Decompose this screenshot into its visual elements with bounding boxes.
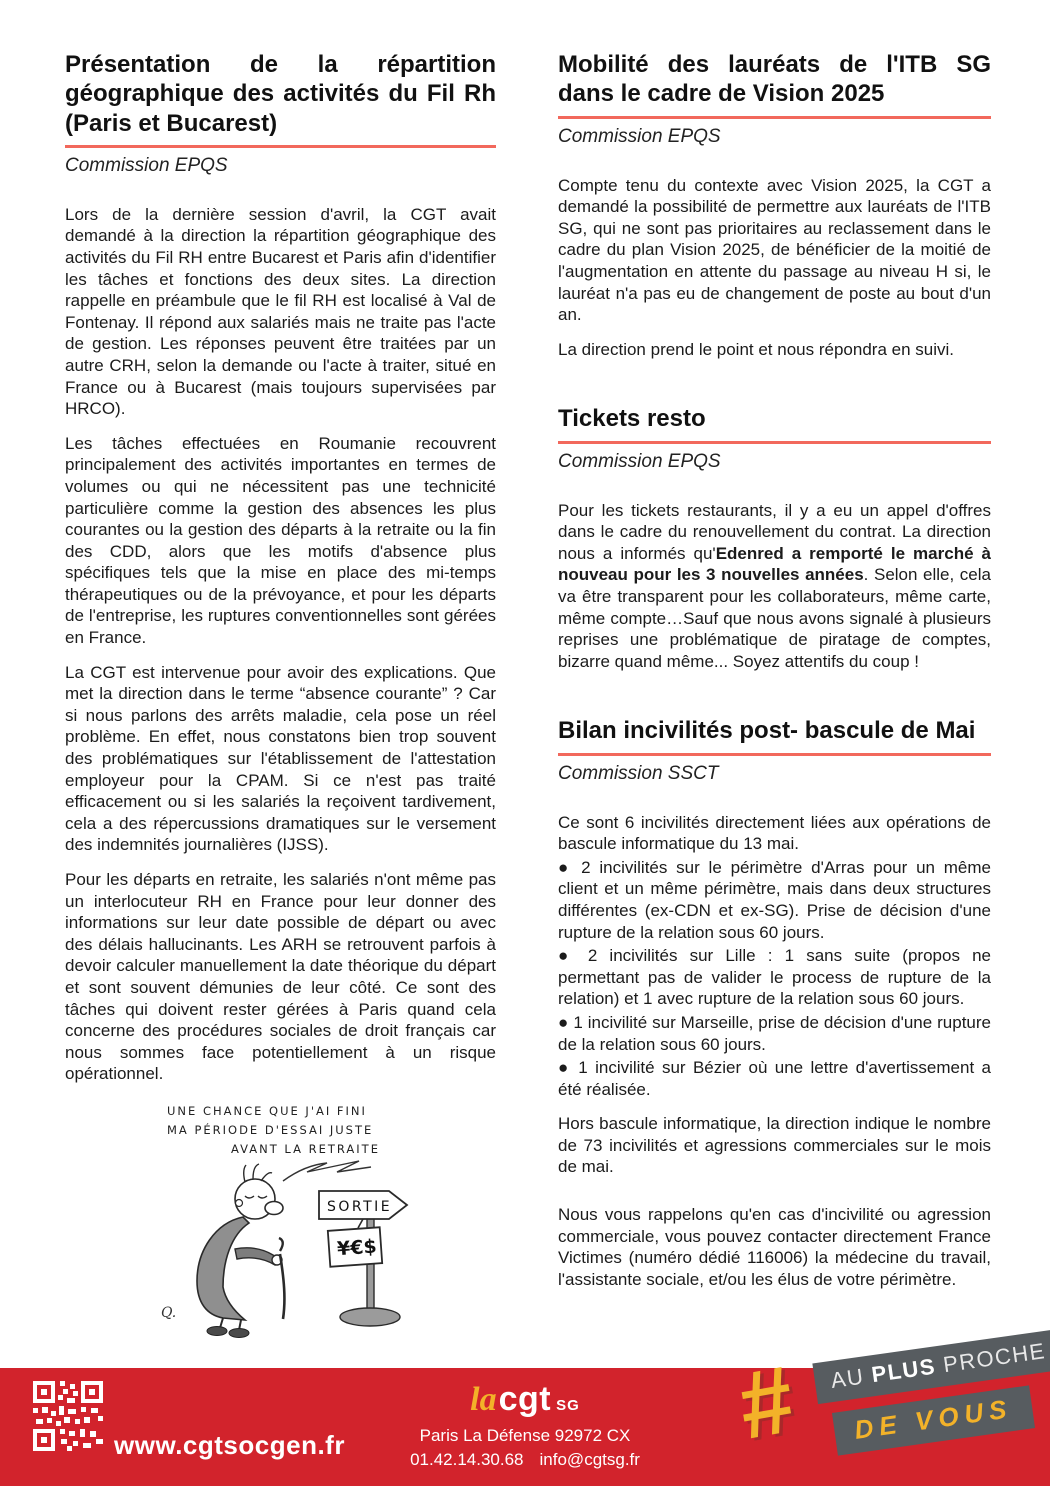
article-title: Présentation de la répartition géographique des activités du Fil Rh (Paris et Bucarest) xyxy=(65,51,496,137)
footer-phone-email xyxy=(410,1450,640,1470)
article-mobilite xyxy=(558,50,991,360)
badge-plus: PLUS xyxy=(869,1353,938,1388)
footer-address: Paris La Défense 92972 CX xyxy=(419,1426,631,1445)
paragraph: Hors bascule informatique, la direction indique le nombre de 73 incivilités et agressions commerciales sur le mois de mai. xyxy=(558,1114,991,1177)
commission-label: Commission EPQS xyxy=(558,450,721,472)
paragraph: Compte tenu du contexte avec Vision 2025, la CGT a demandé la possibilité de permettre aux lauréats de l'ITB SG, qui ne sont pas prioritaires au reclassement dans le cadre du plan Vision 2025, de bénéficier de la moitié de l'augmentation en attente du passage au niveau H si, le lauréat n'a pas eu de changement de poste au bout d'un an. xyxy=(558,175,991,325)
article-title: Mobilité des lauréats de l'ITB SG dans le cadre de Vision 2025 xyxy=(558,51,991,108)
paragraph xyxy=(558,500,991,673)
article-tickets-resto xyxy=(558,404,991,672)
article-fil-rh xyxy=(65,50,496,1339)
currency-sign-text: ¥€$ xyxy=(336,1235,378,1261)
retirement-cartoon xyxy=(131,1099,441,1339)
bullet-item: ● 2 incivilités sur le périmètre d'Arras pour un même client et un même périmètre, mais dans deux structures différentes (ex-CDN et ex-SG). Prise de décision d'une rupture de la relation sous 60 jours. xyxy=(558,857,991,942)
commission-label: Commission EPQS xyxy=(558,125,721,147)
title-underline xyxy=(558,441,991,444)
bullet-item: ● 2 incivilités sur Lille : 1 sans suite (propos ne permettant pas de valider le process de rupture de la relation) et 1 avec rupture de la relation sous 60 jours. xyxy=(558,946,991,1009)
cartoon-drawing xyxy=(131,1099,441,1339)
title-underline xyxy=(558,116,991,119)
paragraph-text: Pour les tickets restaurants, il y a eu un appel d'offres dans le cadre du renouvellement du contrat. La direction nous a informés qu' xyxy=(558,500,991,563)
paragraph: La CGT est intervenue pour avoir des explications. Que met la direction dans le terme “absence courante” ? Car si nous parlons des arrêts maladie, cela pose un réel problème. En effet, nous constatons bien trop souvent des problématiques sur l'établissement de l'attestation employeur pour la CPAM. Si ce n'est pas traité efficacement ou si les salariés la reçoivent tardivement, cela a des répercussions dramatiques sur le versement des indemnités journalières (IJSS). xyxy=(65,662,496,855)
logo-la: la xyxy=(470,1381,497,1418)
paragraph: Lors de la dernière session d'avril, la CGT avait demandé à la direction la répartition géographique des activités du Fil RH entre Bucarest et Paris afin d'identifier les tâches et fonctions des deux sites. La direction rappelle en préambule que le fil RH est localisé à Val de Fontenay. Il répond aux salariés mais ne traite pas l'acte de gestion. Les réponses peuvent être traitées par un autre CRH, selon la demande ou l'acte à traiter, situé en France ou à Bucarest (mais toujours supervisées par HRCO). xyxy=(65,204,496,419)
footer-phone: 01.42.14.30.68 xyxy=(410,1450,524,1469)
logo-cgt: cgt xyxy=(498,1380,552,1418)
left-column xyxy=(65,50,496,1339)
paragraph: Les tâches effectuées en Roumanie recouvrent principalement des activités importantes en termes de volumes ou qui ne nécessitent pas une technicité particulière comme la gestion des absences les plus courantes ou la gestion des départs à la retraite ou la fin des CDD, alors que les motifs d'absence plus spécifiques tels que la mise en place des mi-temps thérapeutiques ou de la prévoyance, et pour les départs de l'entreprise, les ruptures conventionnelles sont gérées en France. xyxy=(65,433,496,648)
old-man-figure xyxy=(197,1164,284,1338)
paragraph: La direction prend le point et nous répondra en suivi. xyxy=(558,339,954,359)
footer-band xyxy=(0,1338,1050,1486)
commission-label: Commission EPQS xyxy=(65,154,228,176)
badge-au: AU xyxy=(829,1362,874,1393)
title-underline xyxy=(558,753,991,756)
article-title: Bilan incivilités post- bascule de Mai xyxy=(558,717,976,745)
paragraph-text: . Selon elle, cela va être transparent pour les collaborateurs, même carte, même compte…Sauf que nous avons signalé à plusieurs reprises une problématique de piratage de comptes, bizarre quand même... Soyez attentifs du coup ! xyxy=(558,565,991,671)
bullet-item: ● 1 incivilité sur Marseille, prise de décision d'une rupture de la relation sous 60 jours. xyxy=(558,1012,991,1054)
cartoon-caption-line3: AVANT LA RETRAITE xyxy=(231,1141,380,1156)
paragraph-bold-text: Edenred a remporté le marché à nouveau pour les 3 nouvelles années xyxy=(558,543,991,585)
paragraph: Ce sont 6 incivilités directement liées aux opérations de bascule informatique du 13 mai. xyxy=(558,812,991,854)
right-column xyxy=(558,50,991,1290)
badge-line2: DE VOUS xyxy=(832,1385,1035,1455)
badge-proche: PROCHE xyxy=(934,1338,1048,1379)
cartoon-caption-line1: UNE CHANCE QUE J'AI FINI xyxy=(167,1103,367,1118)
au-plus-proche-badge xyxy=(722,1336,1048,1486)
title-underline xyxy=(65,145,496,148)
paragraph: Nous vous rappelons qu'en cas d'incivilité ou agression commerciale, vous pouvez contacter directement France Victimes (numéro dédié 116006) la médecine du travail, l'assistante sociale, et/ou les élus de votre périmètre. xyxy=(558,1205,991,1289)
paragraph: Pour les départs en retraite, les salariés n'ont même pas un interlocuteur RH en France pour leur donner des informations sur leur date possible de départ ou avec des délais hallucinants. Les ARH se retrouvent parfois à devoir calculer manuellement la date théorique du départ et sont souvent démunies de leur côté. Ce sont des tâches qui doivent rester gérées à Paris quand cela concerne des procédures sociales de droit français car nous sommes face potentiellement à un risque opérationnel. xyxy=(65,870,496,1084)
footer-email: info@cgtsg.fr xyxy=(539,1450,640,1469)
article-title: Tickets resto xyxy=(558,405,706,433)
sortie-sign-text: SORTIE xyxy=(327,1198,393,1215)
cartoon-caption-line2: MA PÉRIODE D'ESSAI JUSTE xyxy=(167,1122,374,1137)
speech-squiggle xyxy=(283,1161,371,1181)
qr-code xyxy=(33,1381,103,1451)
footer-website: www.cgtsocgen.fr xyxy=(114,1430,345,1460)
exit-signpost xyxy=(319,1191,407,1326)
logo-sg: SG xyxy=(556,1397,580,1414)
cgt-sg-logo xyxy=(410,1382,640,1423)
cartoonist-signature: Q. xyxy=(161,1304,177,1321)
hashtag-icon: # xyxy=(731,1346,802,1460)
article-incivilites xyxy=(558,716,991,1290)
commission-label: Commission SSCT xyxy=(558,762,719,784)
footer-contact-block xyxy=(410,1382,640,1470)
bullet-item: ● 1 incivilité sur Bézier où une lettre d'avertissement a été réalisée. xyxy=(558,1058,991,1099)
